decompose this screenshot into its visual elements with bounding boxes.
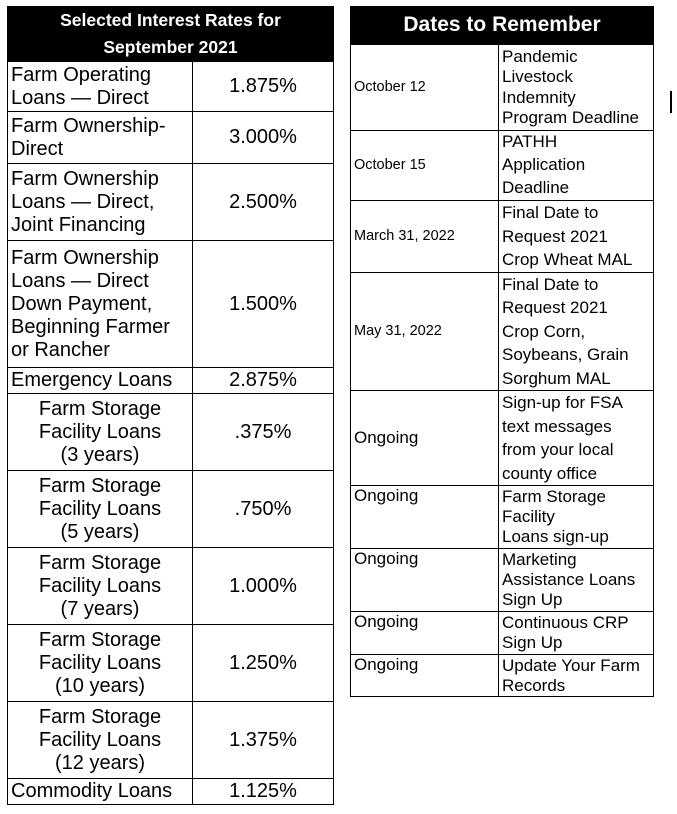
loan-name: Farm Ownership- Direct (8, 112, 193, 164)
rate-row (8, 112, 334, 164)
rate-row (8, 471, 334, 548)
loan-name: Farm Operating Loans — Direct (8, 62, 193, 112)
loan-name: Farm Storage Facility Loans (3 years) (8, 394, 193, 471)
loan-rate: .750% (193, 471, 334, 548)
loan-name: Farm Storage Facility Loans (7 years) (8, 548, 193, 625)
date-row (351, 45, 654, 131)
loan-name: Commodity Loans (8, 779, 193, 805)
rate-row (8, 702, 334, 779)
loan-name: Farm Ownership Loans — Direct, Joint Financing (8, 164, 193, 241)
event-description: Sign-up for FSA text messages from your local county office (499, 391, 654, 486)
rate-row (8, 779, 334, 805)
rate-row (8, 548, 334, 625)
loan-rate: 2.875% (193, 368, 334, 394)
event-description: Pandemic Livestock Indemnity Program Deadline (499, 45, 654, 131)
loan-name: Farm Storage Facility Loans (5 years) (8, 471, 193, 548)
loan-rate: 1.125% (193, 779, 334, 805)
event-description: Final Date to Request 2021 Crop Wheat MAL (499, 201, 654, 273)
event-description: Final Date to Request 2021 Crop Corn, Soybeans, Grain Sorghum MAL (499, 273, 654, 391)
event-date: May 31, 2022 (351, 273, 499, 391)
loan-name: Farm Storage Facility Loans (12 years) (8, 702, 193, 779)
event-date: Ongoing (351, 655, 499, 697)
interest-rates-table (7, 6, 334, 805)
rates-title-line1: Selected Interest Rates for (60, 10, 281, 30)
event-date: October 15 (351, 131, 499, 201)
event-description: Update Your Farm Records (499, 655, 654, 697)
rates-table-title (8, 7, 334, 62)
rate-row (8, 394, 334, 471)
rate-row (8, 368, 334, 394)
date-row (351, 612, 654, 655)
loan-name: Farm Storage Facility Loans (10 years) (8, 625, 193, 702)
rate-row (8, 241, 334, 368)
loan-rate: 1.875% (193, 62, 334, 112)
event-date: March 31, 2022 (351, 201, 499, 273)
date-row (351, 391, 654, 486)
date-row (351, 201, 654, 273)
loan-rate: 1.500% (193, 241, 334, 368)
date-row (351, 655, 654, 697)
dates-table-title: Dates to Remember (351, 7, 654, 45)
rate-row (8, 625, 334, 702)
rate-row (8, 164, 334, 241)
date-row (351, 131, 654, 201)
event-description: Farm Storage Facility Loans sign-up (499, 486, 654, 549)
loan-rate: 3.000% (193, 112, 334, 164)
loan-name: Emergency Loans (8, 368, 193, 394)
rates-header-row (8, 7, 334, 62)
date-row (351, 549, 654, 612)
loan-name: Farm Ownership Loans — Direct Down Payment, Beginning Farmer or Rancher (8, 241, 193, 368)
event-description: Marketing Assistance Loans Sign Up (499, 549, 654, 612)
rate-row (8, 62, 334, 112)
event-date: October 12 (351, 45, 499, 131)
dates-to-remember-table (350, 6, 654, 697)
dates-header-row (351, 7, 654, 45)
date-row (351, 273, 654, 391)
rates-title-line2: September 2021 (103, 37, 238, 57)
loan-rate: .375% (193, 394, 334, 471)
loan-rate: 1.250% (193, 625, 334, 702)
loan-rate: 1.375% (193, 702, 334, 779)
event-date: Ongoing (351, 486, 499, 549)
event-date: Ongoing (351, 612, 499, 655)
event-date: Ongoing (351, 549, 499, 612)
edge-mark (670, 91, 672, 113)
event-description: Continuous CRP Sign Up (499, 612, 654, 655)
event-description: PATHH Application Deadline (499, 131, 654, 201)
loan-rate: 2.500% (193, 164, 334, 241)
loan-rate: 1.000% (193, 548, 334, 625)
date-row (351, 486, 654, 549)
event-date: Ongoing (351, 391, 499, 486)
